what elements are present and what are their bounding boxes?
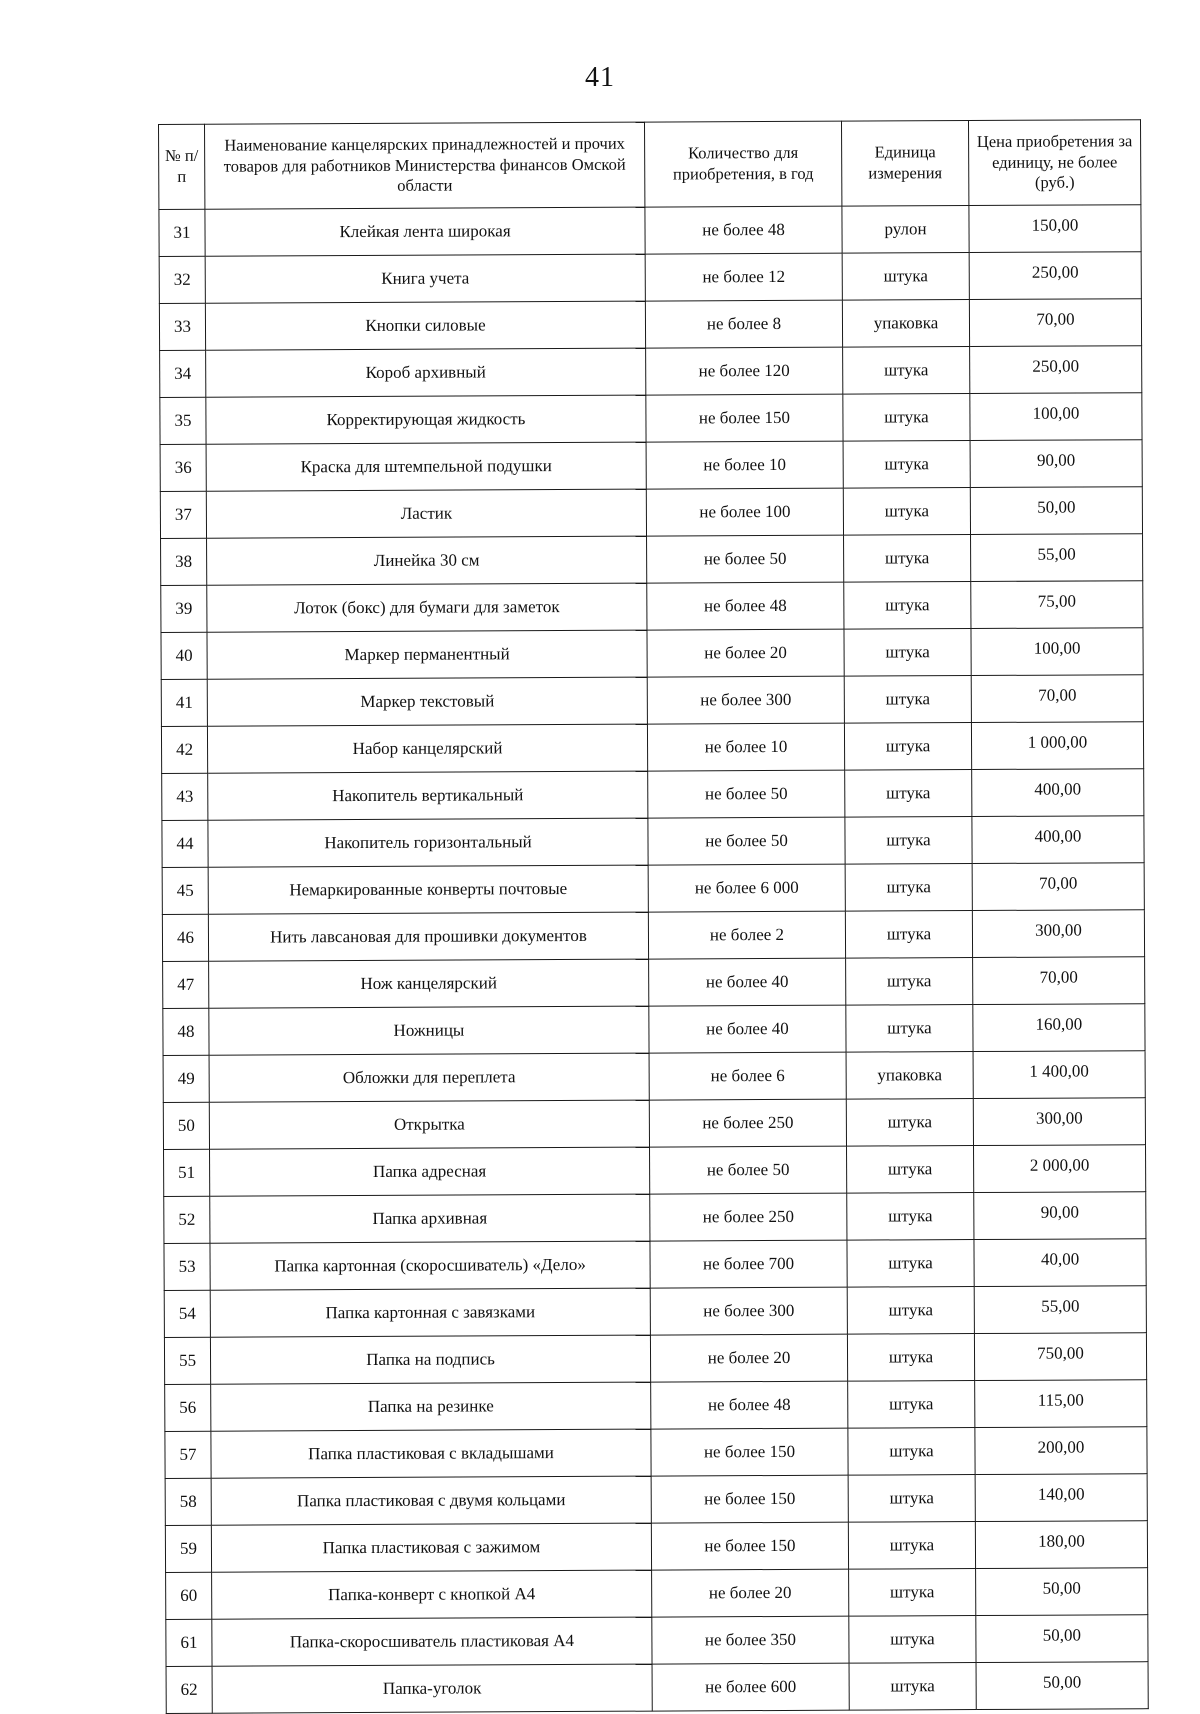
table-row: [160, 346, 1142, 398]
table-row: [163, 957, 1145, 1009]
cell-number: 50: [163, 1102, 209, 1149]
cell-unit: штука: [846, 1099, 973, 1147]
cell-price: 750,00: [974, 1333, 1146, 1381]
document-sheet: [158, 120, 1133, 1714]
cell-price: 50,00: [970, 487, 1142, 535]
cell-quantity: не более 6 000: [648, 864, 845, 912]
table-row: [165, 1427, 1147, 1479]
cell-quantity: не более 40: [649, 958, 846, 1006]
cell-quantity: не более 150: [651, 1428, 848, 1476]
cell-name: Лоток (бокс) для бумаги для заметок: [207, 583, 647, 632]
cell-number: 46: [162, 914, 208, 961]
cell-unit: штука: [845, 817, 972, 865]
cell-price: 180,00: [975, 1521, 1147, 1569]
cell-number: 53: [164, 1243, 210, 1290]
cell-price: 2 000,00: [974, 1145, 1146, 1193]
cell-number: 58: [165, 1478, 211, 1525]
cell-unit: штука: [843, 488, 970, 536]
header-number: № п/п: [159, 124, 205, 209]
cell-name: Папка картонная с завязками: [210, 1288, 650, 1337]
cell-number: 52: [164, 1196, 210, 1243]
cell-unit: штука: [848, 1475, 975, 1523]
cell-quantity: не более 50: [648, 770, 845, 818]
cell-unit: штука: [847, 1240, 974, 1288]
cell-price: 50,00: [976, 1615, 1148, 1663]
cell-unit: упаковка: [842, 300, 969, 348]
cell-quantity: не более 10: [646, 441, 843, 489]
cell-price: 115,00: [975, 1380, 1147, 1428]
cell-unit: штука: [849, 1663, 976, 1711]
cell-name: Корректирующая жидкость: [206, 395, 646, 444]
cell-name: Ластик: [206, 489, 646, 538]
cell-name: Линейка 30 см: [207, 536, 647, 585]
cell-number: 56: [165, 1384, 211, 1431]
cell-name: Накопитель вертикальный: [208, 771, 648, 820]
cell-unit: штука: [844, 535, 971, 583]
cell-number: 55: [164, 1337, 210, 1384]
cell-quantity: не более 300: [650, 1287, 847, 1335]
cell-unit: штука: [847, 1193, 974, 1241]
cell-number: 36: [160, 444, 206, 491]
cell-quantity: не более 50: [650, 1146, 847, 1194]
cell-price: 70,00: [969, 299, 1141, 347]
cell-price: 140,00: [975, 1474, 1147, 1522]
cell-number: 49: [163, 1055, 209, 1102]
cell-name: Немаркированные конверты почтовые: [208, 865, 648, 914]
table-row: [162, 816, 1144, 868]
cell-number: 39: [161, 585, 207, 632]
table-row: [161, 722, 1143, 774]
cell-name: Книга учета: [205, 254, 645, 303]
cell-price: 75,00: [971, 581, 1143, 629]
page-number: 41: [585, 62, 615, 93]
cell-name: Обложки для переплета: [209, 1053, 649, 1102]
cell-name: Папка пластиковая с зажимом: [211, 1523, 651, 1572]
cell-name: Папка пластиковая с вкладышами: [211, 1429, 651, 1478]
cell-quantity: не более 20: [647, 629, 844, 677]
cell-quantity: не более 6: [649, 1052, 846, 1100]
cell-price: 100,00: [971, 628, 1143, 676]
cell-number: 35: [160, 397, 206, 444]
table-row: [159, 205, 1141, 257]
cell-unit: упаковка: [846, 1052, 973, 1100]
table-body: [159, 205, 1148, 1714]
cell-quantity: не более 48: [647, 582, 844, 630]
cell-quantity: не более 300: [647, 676, 844, 724]
cell-quantity: не более 350: [652, 1616, 849, 1664]
cell-number: 57: [165, 1431, 211, 1478]
table-row: [161, 534, 1143, 586]
cell-unit: штука: [847, 1287, 974, 1335]
cell-number: 33: [159, 303, 205, 350]
cell-number: 45: [162, 867, 208, 914]
cell-name: Короб архивный: [206, 348, 646, 397]
cell-number: 51: [164, 1149, 210, 1196]
cell-number: 61: [166, 1619, 212, 1666]
cell-price: 200,00: [975, 1427, 1147, 1475]
table-row: [163, 1051, 1145, 1103]
cell-unit: штука: [844, 629, 971, 677]
cell-price: 70,00: [973, 957, 1145, 1005]
cell-unit: штука: [849, 1616, 976, 1664]
cell-number: 62: [166, 1666, 212, 1713]
header-price: Цена приобретения за единицу, не более (руб.): [968, 120, 1140, 206]
table-row: [166, 1662, 1148, 1714]
cell-price: 1 000,00: [971, 722, 1143, 770]
table-row: [164, 1145, 1146, 1197]
table-row: [162, 910, 1144, 962]
cell-unit: штука: [848, 1381, 975, 1429]
cell-name: Папка на резинке: [211, 1382, 651, 1431]
cell-quantity: не более 120: [646, 347, 843, 395]
cell-unit: штука: [843, 347, 970, 395]
cell-number: 60: [166, 1572, 212, 1619]
cell-unit: штука: [843, 441, 970, 489]
cell-unit: штука: [849, 1569, 976, 1617]
table-row: [164, 1192, 1146, 1244]
table-row: [165, 1474, 1147, 1526]
cell-number: 59: [165, 1525, 211, 1572]
cell-name: Папка-уголок: [212, 1664, 652, 1713]
cell-name: Краска для штемпельной подушки: [206, 442, 646, 491]
cell-quantity: не более 20: [652, 1569, 849, 1617]
cell-name: Набор канцелярский: [207, 724, 647, 773]
cell-number: 42: [161, 726, 207, 773]
cell-price: 40,00: [974, 1239, 1146, 1287]
header-name: Наименование канцелярских принадлежностей и прочих товаров для работников Министерства финансов Омской области: [205, 122, 645, 209]
cell-unit: штука: [845, 911, 972, 959]
cell-number: 48: [163, 1008, 209, 1055]
table-row: [162, 863, 1144, 915]
cell-quantity: не более 700: [650, 1240, 847, 1288]
table-row: [165, 1380, 1147, 1432]
cell-number: 40: [161, 632, 207, 679]
cell-quantity: не более 20: [650, 1334, 847, 1382]
cell-unit: штука: [848, 1522, 975, 1570]
cell-number: 34: [160, 350, 206, 397]
cell-price: 160,00: [973, 1004, 1145, 1052]
cell-number: 31: [159, 209, 205, 256]
cell-unit: штука: [844, 723, 971, 771]
cell-number: 43: [162, 773, 208, 820]
supplies-table: [158, 119, 1149, 1714]
table-row: [164, 1239, 1146, 1291]
table-row: [159, 299, 1141, 351]
cell-name: Папка на подпись: [210, 1335, 650, 1384]
cell-number: 54: [164, 1290, 210, 1337]
table-row: [159, 252, 1141, 304]
cell-name: Папка пластиковая с двумя кольцами: [211, 1476, 651, 1525]
cell-name: Кнопки силовые: [205, 301, 645, 350]
table-header-row: [159, 120, 1141, 210]
cell-price: 70,00: [972, 863, 1144, 911]
cell-name: Клейкая лента широкая: [205, 207, 645, 256]
cell-price: 100,00: [970, 393, 1142, 441]
cell-quantity: не более 40: [649, 1005, 846, 1053]
cell-name: Накопитель горизонтальный: [208, 818, 648, 867]
cell-unit: штука: [847, 1146, 974, 1194]
cell-unit: штука: [847, 1334, 974, 1382]
cell-quantity: не более 250: [649, 1099, 846, 1147]
cell-price: 250,00: [970, 346, 1142, 394]
cell-quantity: не более 12: [645, 253, 842, 301]
table-row: [164, 1286, 1146, 1338]
table-row: [164, 1333, 1146, 1385]
table-row: [165, 1521, 1147, 1573]
cell-quantity: не более 150: [651, 1475, 848, 1523]
cell-price: 150,00: [969, 205, 1141, 253]
cell-quantity: не более 600: [652, 1663, 849, 1711]
cell-number: 38: [161, 538, 207, 585]
cell-unit: рулон: [842, 206, 969, 254]
table-row: [160, 487, 1142, 539]
table-row: [166, 1615, 1148, 1667]
cell-quantity: не более 150: [651, 1522, 848, 1570]
cell-unit: штука: [842, 253, 969, 301]
cell-number: 47: [163, 961, 209, 1008]
table-row: [161, 675, 1143, 727]
cell-number: 32: [159, 256, 205, 303]
cell-name: Маркер текстовый: [207, 677, 647, 726]
cell-unit: штука: [845, 864, 972, 912]
cell-name: Папка картонная (скоросшиватель) «Дело»: [210, 1241, 650, 1290]
cell-quantity: не более 2: [648, 911, 845, 959]
cell-quantity: не более 50: [648, 817, 845, 865]
cell-price: 55,00: [971, 534, 1143, 582]
cell-name: Нож канцелярский: [209, 959, 649, 1008]
table-row: [161, 628, 1143, 680]
header-unit: Единица измерения: [841, 121, 968, 207]
header-quantity: Количество для приобретения, в год: [644, 121, 841, 207]
cell-name: Маркер перманентный: [207, 630, 647, 679]
cell-unit: штука: [846, 1005, 973, 1053]
cell-name: Папка-конверт с кнопкой А4: [212, 1570, 652, 1619]
table-row: [161, 581, 1143, 633]
cell-price: 300,00: [973, 1098, 1145, 1146]
cell-price: 400,00: [972, 816, 1144, 864]
table-row: [162, 769, 1144, 821]
cell-name: Папка-скоросшиватель пластиковая А4: [212, 1617, 652, 1666]
table-row: [163, 1098, 1145, 1150]
cell-number: 37: [160, 491, 206, 538]
cell-quantity: не более 250: [650, 1193, 847, 1241]
cell-price: 50,00: [976, 1568, 1148, 1616]
cell-price: 400,00: [972, 769, 1144, 817]
cell-quantity: не более 10: [647, 723, 844, 771]
cell-price: 55,00: [974, 1286, 1146, 1334]
cell-price: 50,00: [976, 1662, 1148, 1710]
cell-price: 90,00: [974, 1192, 1146, 1240]
cell-quantity: не более 48: [651, 1381, 848, 1429]
cell-name: Папка архивная: [210, 1194, 650, 1243]
cell-quantity: не более 50: [647, 535, 844, 583]
cell-unit: штука: [843, 394, 970, 442]
table-row: [163, 1004, 1145, 1056]
cell-name: Открытка: [209, 1100, 649, 1149]
cell-unit: штука: [845, 770, 972, 818]
cell-unit: штука: [846, 958, 973, 1006]
cell-name: Папка адресная: [210, 1147, 650, 1196]
cell-unit: штука: [848, 1428, 975, 1476]
cell-price: 70,00: [971, 675, 1143, 723]
cell-number: 44: [162, 820, 208, 867]
cell-quantity: не более 48: [645, 206, 842, 254]
cell-unit: штука: [844, 676, 971, 724]
cell-price: 90,00: [970, 440, 1142, 488]
table-row: [160, 440, 1142, 492]
cell-name: Ножницы: [209, 1006, 649, 1055]
cell-unit: штука: [844, 582, 971, 630]
cell-number: 41: [161, 679, 207, 726]
table-row: [160, 393, 1142, 445]
table-row: [166, 1568, 1148, 1620]
cell-quantity: не более 100: [646, 488, 843, 536]
cell-price: 300,00: [972, 910, 1144, 958]
cell-price: 250,00: [969, 252, 1141, 300]
cell-quantity: не более 8: [645, 300, 842, 348]
cell-name: Нить лавсановая для прошивки документов: [208, 912, 648, 961]
cell-quantity: не более 150: [646, 394, 843, 442]
cell-price: 1 400,00: [973, 1051, 1145, 1099]
